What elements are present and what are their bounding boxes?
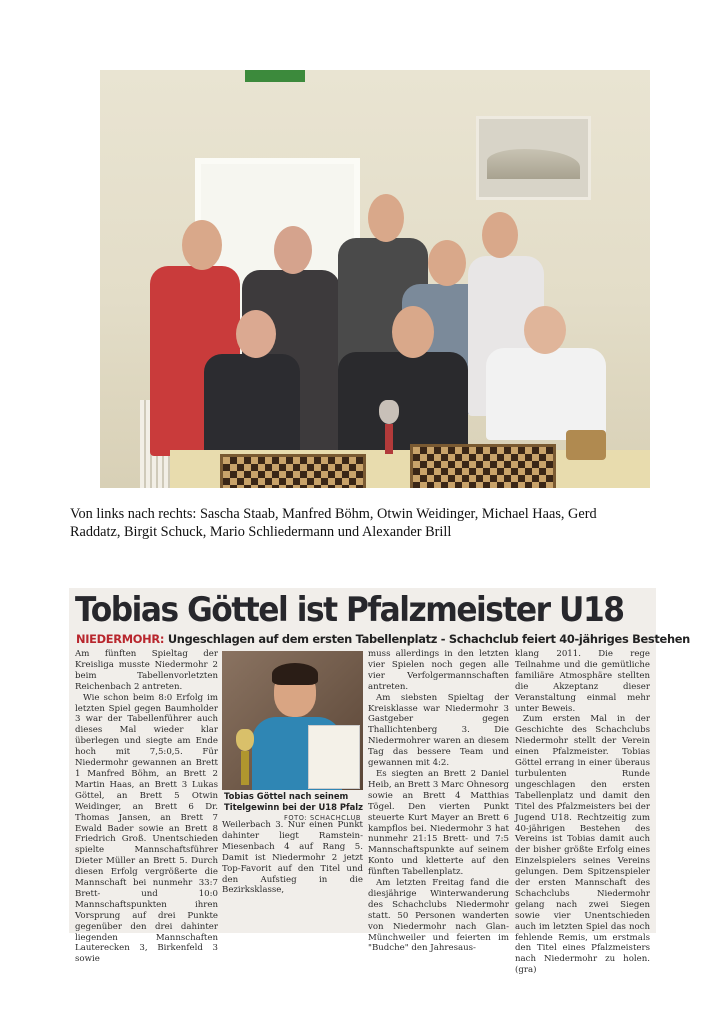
article-headline: Tobias Göttel ist Pfalzmeister U18 [75,590,624,630]
trophy [376,390,402,454]
paragraph: Am letzten Freitag fand die diesjährige Winterwanderung des Schachclubs Niedermohr statt. 50 Personen wanderten von Niedermohr nach Glan-Münchweiler und feierten im "Budche" den Jahresaus- [368,878,509,954]
exit-sign [245,70,305,82]
article-subheadline-text: Ungeschlagen auf dem ersten Tabellenplatz - Schachclub feiert 40-jähriges Bestehen [167,632,690,646]
article-photo-caption: Tobias Göttel nach seinem Titelgewinn bei der U18 Pfalz [224,791,363,812]
chessboard-right [410,444,556,488]
paragraph: Es siegten an Brett 2 Daniel Heib, an Brett 3 Marc Ohnesorg sowie an Brett 4 Matthias Tögel. Den vierten Punkt steuerte Kurt Mayer an Brett 6 kampflos bei. Niedermohr 3 hat nunmehr 21:15 Brett- und 7:5 Mannschaftspunkte auf seinem Konto und kletterte auf den fünften Tabellenplatz. [368,768,509,878]
article-photo-credit: FOTO: SCHACHCLUB [283,814,361,822]
trophy [234,729,256,785]
article-photo [222,651,363,821]
chessboard-left [220,454,366,488]
paragraph: Weilerbach 3. Nur einen Punkt dahinter liegt Ramstein-Miesenbach 4 auf Rang 5. Damit ist Niedermohr 2 jetzt Top-Favorit auf den Titel und den Aufstieg in die Bezirksklasse, [222,820,363,896]
article-photo-image [222,651,363,790]
paragraph: Wie schon beim 8:0 Erfolg im letzten Spiel gegen Baumholder 3 war der Tabellenführer auch dieses Mal wieder klar überlegen und siegte am Ende hoch mit 7,5:0,5. Für Niedermohr gewannen an Brett 1 Manfred Böhm, an Brett 2 Martin Haas, an Brett 3 Lukas Göttel, an Brett 5 Otwin Weidinger, an Brett 6 Dr. Thomas Jansen, an Brett 7 Ewald Bader sowie an Brett 8 Friedrich Groß. Unentschieden spielte Mannschaftsführer Dieter Müller an Brett 5. Durch diesen Erfolg vergrößerte die Mannschaft bei nunmehr 33:7 Brett- und 10:0 Mannschaftspunkten ihren Vorsprung auf drei Punkte gegenüber den drei dahinter liegenden Mannschaften Lauterecken 3, Birkenfeld 3 sowie [75,692,218,965]
paragraph: Am fünften Spieltag der Kreisliga musste Niedermohr 2 beim Tabellenvorletzten Reichenbach 2 antreten. [75,649,218,692]
paragraph: muss allerdings in den letzten vier Spielen noch gegen alle vier Verfolgermannschaften antreten. [368,649,509,692]
article-column-3 [368,649,509,954]
paragraph: klang 2011. Die rege Teilnahme und die gemütliche familiäre Atmosphäre stellten die Akzeptanz dieser Veranstaltung einmal mehr unter Beweis. [515,649,650,714]
wall-picture [476,116,591,200]
article-column-2 [222,820,363,896]
paragraph: Zum ersten Mal in der Geschichte des Schachclubs Niedermohr stellt der Verein einen Pfalzmeister. Tobias Göttel errang in einer überaus turbulenten Runde ungeschlagen den ersten Tabellenplatz und damit den Titel des Pfalzmeisters bei der Jugend U18. Rechtzeitig zum 40-jährigen Bestehen des Vereins ist Tobias damit auch der bisher größte Erfolg eines Einzelspielers seines Vereins gelungen. Dem Spitzenspieler der ersten Mannschaft des Schachclubs Niedermohr gelang nach zwei Siegen sowie vier Unentschieden auch im letzten Spiel das noch fehlende Remis, um erstmals den Titel eines Pfalzmeisters nach Niedermohr zu holen. (gra) [515,714,650,976]
article-subheadline [76,632,690,646]
photo-caption: Von links nach rechts: Sascha Staab, Manfred Böhm, Otwin Weidinger, Michael Haas, Gerd Raddatz, Birgit Schuck, Mario Schliedermann und Alexander Brill [70,506,597,540]
article-column-4 [515,649,650,976]
group-photo [100,70,650,488]
paragraph: Am siebsten Spieltag der Kreisklasse war Niedermohr 3 Gastgeber gegen Thallichtenberg 3. Die Niedermohrer waren an diesem Tag das bessere Team und gewannen mit 4:2. [368,692,509,769]
certificate [308,725,360,789]
article-dateline: NIEDERMOHR: [76,632,165,646]
article-column-1 [75,649,218,965]
chess-clock [566,430,606,460]
newspaper-clipping [69,588,690,976]
